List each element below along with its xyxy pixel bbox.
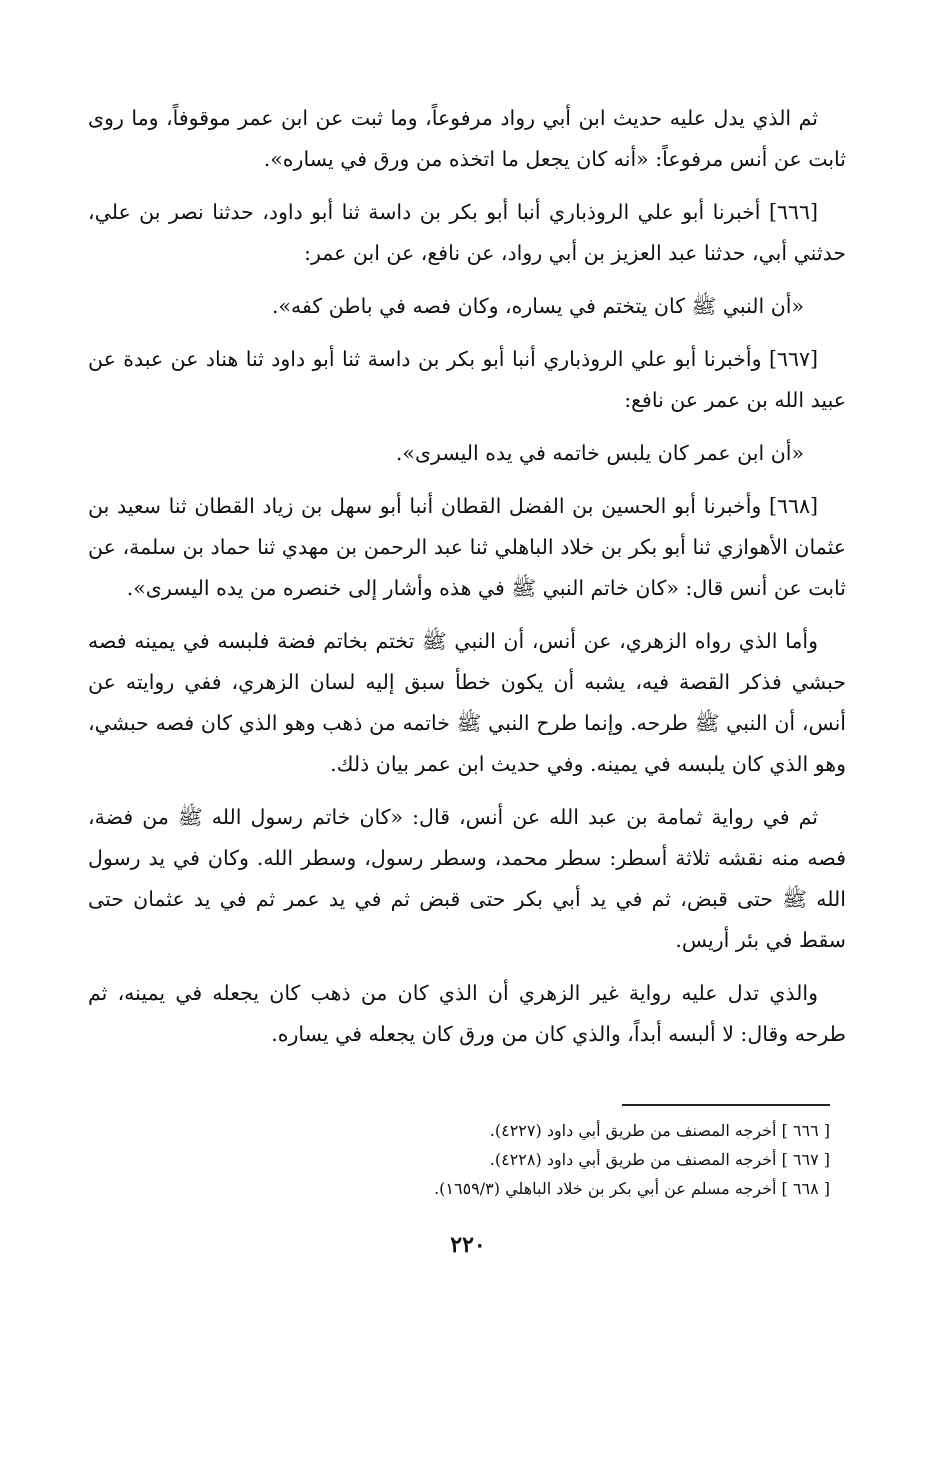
paragraph-thumama: ثم في رواية ثمامة بن عبد الله عن أنس، قال: «كان خاتم رسول الله ﷺ من فضة، فصه منه نقشه ثلاثة أسطر: سطر محمد، وسطر رسول، وسطر الله. وكان في يد رسول الله ﷺ حتى قبض، ثم في يد أبي بكر حتى قبض ثم في يد عمر ثم في يد عثمان حتى سقط في بئر أريس. — [88, 805, 846, 952]
page-number: ٢٢٠ — [450, 1232, 486, 1258]
main-text — [88, 98, 846, 1067]
footnotes — [300, 1116, 830, 1203]
hadith-667-matn: «أن ابن عمر كان يلبس خاتمه في يده اليسرى». — [395, 441, 804, 465]
footnote-separator — [622, 1104, 830, 1106]
paragraph-intro: ثم الذي يدل عليه حديث ابن أبي رواد مرفوعاً، وما ثبت عن ابن عمر موقوفاً، وما روى ثابت عن أنس مرفوعاً: «أنه كان يجعل ما اتخذه من ورق في يساره». — [88, 106, 846, 171]
hadith-668: [٦٦٨] وأخبرنا أبو الحسين بن الفضل القطان أنبا أبو سهل بن زياد القطان ثنا سعيد بن عثمان الأهوازي ثنا أبو بكر بن خلاد الباهلي ثنا عبد الرحمن بن مهدي ثنا حماد بن سلمة، عن ثابت عن أنس قال: «كان خاتم النبي ﷺ في هذه وأشار إلى خنصره من يده اليسرى». — [88, 494, 846, 600]
footnote-667: [ ٦٦٧ ] أخرجه المصنف من طريق أبي داود (٤٢٢٨). — [489, 1150, 830, 1169]
hadith-666-chain: [٦٦٦] أخبرنا أبو علي الروذباري أنبا أبو بكر بن داسة ثنا أبو داود، حدثنا نصر بن علي، حدثني أبي، حدثنا عبد العزيز بن أبي رواد، عن نافع، عن ابن عمر: — [88, 200, 846, 265]
hadith-667-chain: [٦٦٧] وأخبرنا أبو علي الروذباري أنبا أبو بكر بن داسة ثنا أبو داود ثنا هناد عن عبدة عن عبيد الله بن عمر عن نافع: — [88, 347, 846, 412]
footnote-666: [ ٦٦٦ ] أخرجه المصنف من طريق أبي داود (٤٢٢٧). — [489, 1121, 830, 1140]
paragraph-zuhri: وأما الذي رواه الزهري، عن أنس، أن النبي ﷺ تختم بخاتم فضة فلبسه في يمينه فصه حبشي فذكر القصة فيه، يشبه أن يكون خطأ سبق إليه لسان الزهري، ففي روايته عن أنس، أن النبي ﷺ طرحه. وإنما طرح النبي ﷺ خاتمه من ذهب وهو الذي كان فصه حبشي، وهو الذي كان يلبسه في يمينه. وفي حديث ابن عمر بيان ذلك. — [88, 629, 846, 776]
footnote-668: [ ٦٦٨ ] أخرجه مسلم عن أبي بكر بن خلاد الباهلي (١٦٥٩/٣). — [434, 1179, 830, 1198]
paragraph-conclusion: والذي تدل عليه رواية غير الزهري أن الذي كان من ذهب كان يجعله في يمينه، ثم طرحه وقال: لا ألبسه أبداً، والذي كان من ورق كان يجعله في يساره. — [88, 981, 846, 1046]
hadith-666-matn: «أن النبي ﷺ كان يتختم في يساره، وكان فصه في باطن كفه». — [272, 294, 804, 318]
